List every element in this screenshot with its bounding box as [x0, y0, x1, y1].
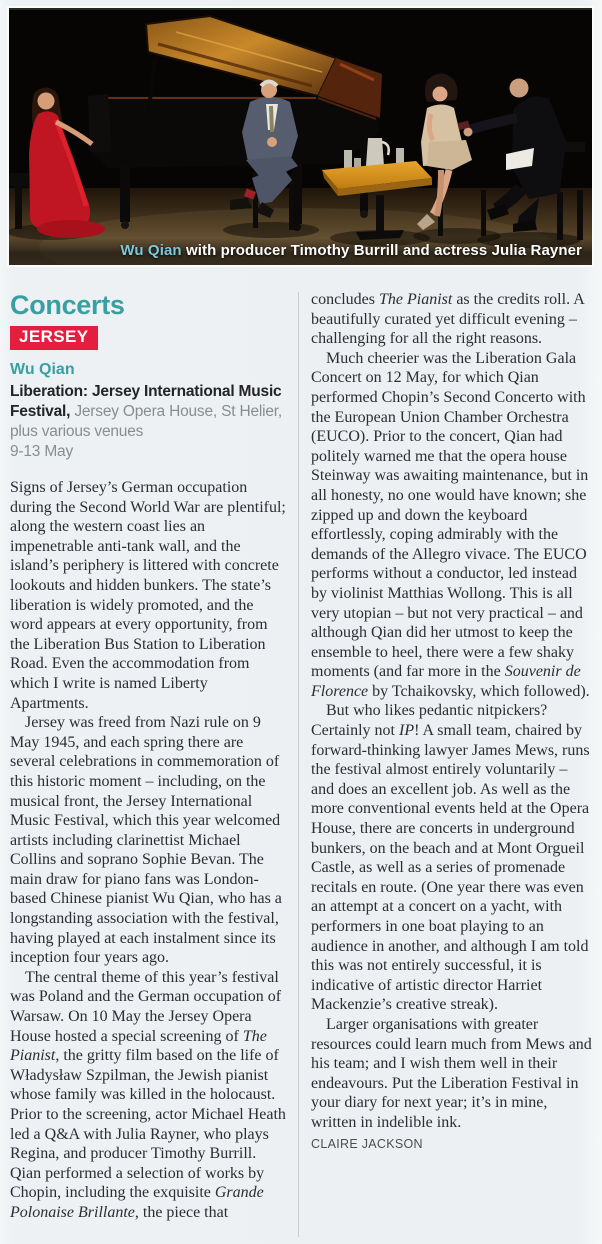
text-run: as the credits roll. A beautifully curated yet difficult evening – challenging for all the right reasons.	[311, 291, 584, 348]
text-run: But who likes pedantic nitpickers? Certainly not	[311, 702, 548, 740]
article-paragraph	[10, 478, 287, 713]
text-run: Signs of Jersey’s German occupation during the Second World War are plentiful; along the western coast lies an impenetrable anti-tank wall, and the island’s periphery is littered with concrete lookouts and hidden bunkers. The state’s liberation is widely promoted, and the word appears at every opportunity, from the Liberation Bus Station to Liberation Road. Even the accommodation from which I write is named Liberty Apartments.	[10, 479, 286, 712]
event-dates: 9-13 May	[10, 443, 74, 460]
event-listing	[10, 382, 287, 442]
italic-text-run: Grande Polonaise Brillante	[10, 1184, 264, 1221]
text-run: concludes	[311, 291, 379, 308]
article-paragraph	[311, 701, 592, 1015]
italic-text-run: The Pianist	[378, 291, 453, 308]
photo-caption-text: with producer Timothy Burrill and actress Julia Rayner	[181, 242, 582, 259]
text-run: , the piece that	[134, 1203, 229, 1221]
concert-photo	[9, 8, 592, 265]
event-title: Liberation: Jersey International Music Festival,	[10, 383, 282, 420]
article-paragraph	[311, 1015, 592, 1133]
stage-photo-illustration	[9, 8, 592, 265]
scan-edge-line	[9, 8, 592, 10]
italic-text-run: IP	[398, 722, 415, 740]
article-paragraph	[10, 968, 287, 1223]
article-paragraph	[311, 290, 592, 349]
article-paragraph	[311, 349, 592, 702]
article-column-left	[10, 478, 287, 1223]
article-column-right	[311, 290, 592, 1133]
text-run: ! A small team, chaired by forward-thinking lawyer James Mews, runs the festival almost entirely voluntarily – and does an excellent job. As well as the more conventional events held at the Opera House, there are concerts in underground bunkers, on the beach and at Mont Orgueil Castle, as well as a series of promenade recitals en route. (One year there was even an attempt at a concert on a yacht, with performers in one boat playing to an audience in another, and although I am told this was not entirely successful, it is indicative of artistic director Harriet Mackenzie’s creative streak).	[311, 722, 590, 1014]
article-paragraph	[10, 713, 287, 968]
text-run: Larger organisations with greater resources could learn much from Mews and his team; and I wish them well in their endeavours. Put the Liberation Festival in your diary for next year; it’s in mine, written in indelible ink.	[311, 1015, 592, 1131]
performer-name: Wu Qian	[10, 361, 75, 378]
section-title: Concerts	[10, 290, 125, 320]
italic-text-run: The Pianist	[10, 1027, 267, 1065]
left-column	[10, 290, 287, 1223]
text-run: , the gritty film based on the life of Władysław Szpilman, the Jewish pianist whose family was killed in the holocaust. Prior to the screening, actor Michael Heath led a Q&A with Julia Rayner, who plays Regina, and producer Timothy Burrill. Qian performed a selection of works by Chopin, including the exquisite	[10, 1047, 286, 1202]
italic-text-run: Souvenir de Florence	[311, 663, 581, 700]
text-run: Much cheerier was the Liberation Gala Concert on 12 May, for which Qian performed Chopin’s Second Concerto with the European Union Chamber Orchestra (EUCO). Prior to the concert, Qian had politely warned me that the opera house Steinway was awaiting maintenance, but in all honesty, no one would have known; she zipped up and down the keyboard effortlessly, coping admirably with the demands of the Allegro vivace. The EUCO performs without a conductor, led instead by violinist Matthias Wollong. This is all very utopian – but not very practical – and although Qian did her utmost to keep the ensemble to heel, there were a few shaky moments (and far more in the	[311, 349, 589, 681]
right-column	[311, 290, 592, 1152]
event-venue: Jersey Opera House, St Helier, plus various venues	[10, 403, 282, 440]
shadow	[223, 222, 319, 238]
photo-caption	[9, 238, 592, 265]
byline: CLAIRE JACKSON	[311, 1136, 423, 1151]
photo-caption-name: Wu Qian	[120, 242, 182, 259]
text-run: Jersey was freed from Nazi rule on 9 May 1945, and each spring there are several celebrations in commemoration of this historic moment – including, on the musical front, the Jersey International Music Festival, which this year welcomed artists including clarinettist Michael Collins and soprano Sophie Bevan. The main draw for piano fans was London-based Chinese pianist Wu Qian, who has a longstanding association with the festival, having played at each instalment since its inception four years ago.	[10, 714, 282, 967]
text-run: by Tchaikovsky, which followed).	[368, 682, 590, 700]
region-badge: JERSEY	[10, 326, 98, 350]
column-divider	[298, 292, 299, 1237]
text-run: The central theme of this year’s festival was Poland and the German occupation of Warsaw. On 10 May the Jersey Opera House hosted a special screening of	[10, 968, 282, 1045]
